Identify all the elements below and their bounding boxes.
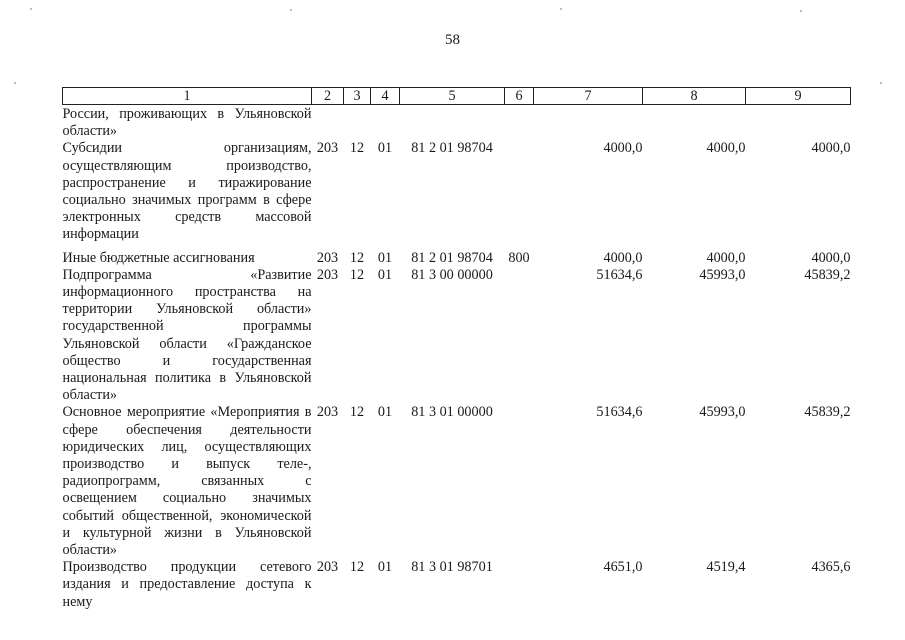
column-header-8: 8 [643,88,746,105]
scan-speck [800,10,802,12]
cell-admin-code: 203 [316,559,339,576]
cell-admin-code: 203 [316,249,339,266]
cell-target-article [400,105,505,141]
cell-amount-year1: 4000,0 [603,249,643,266]
cell-amount-year3 [746,105,851,141]
cell-expense-type [505,267,534,405]
row-name: России, проживающих в Ульяновской области» [62,106,312,140]
table-row [63,404,851,559]
table-row [63,244,851,267]
cell-amount-year2: 4000,0 [706,249,746,266]
cell-target-article: 81 3 01 98701 [411,559,493,576]
cell-target-article: 81 2 01 98704 [411,140,493,157]
cell-target-article: 81 3 00 00000 [411,266,493,283]
cell-expense-type [505,404,534,559]
cell-amount-year3: 45839,2 [804,404,851,421]
cell-amount-year3: 4365,6 [811,559,851,576]
row-name: Субсидии организациям, осуществляющим производство, распространение и тиражирование социально значимых программ в сфере электронных средств массовой информации [62,140,312,243]
table-header-row [63,88,851,105]
cell-admin-code [312,105,344,141]
scan-speck [14,82,16,84]
column-header-1: 1 [63,88,312,105]
cell-admin-code: 203 [316,404,339,421]
cell-amount-year2: 45993,0 [699,404,746,421]
column-header-7: 7 [534,88,643,105]
cell-subsection: 01 [377,404,393,421]
scan-speck [290,9,292,11]
cell-subsection: 01 [377,559,393,576]
cell-amount-year2: 4519,4 [706,559,746,576]
cell-expense-type [505,140,534,243]
cell-amount-year1: 4000,0 [603,140,643,157]
cell-subsection: 01 [377,249,393,266]
page-number: 58 [445,32,460,48]
table-row [63,267,851,405]
row-name: Подпрограмма «Развитие информационного пространства на территории Ульяновской области» государственной программы Ульяновской области «Гражданское общество и государственная национальная политика в Ульяновской области» [62,266,312,404]
cell-section: 12 [349,266,365,283]
cell-section [344,105,371,141]
row-name: Основное мероприятие «Мероприятия в сфере обеспечения деятельности юридических лиц, осуществляющих производство и выпуск теле-, радиопрограмм, связанных с освещением социально значимых событий общественной, экономической и культурной жизни в Ульяновской области» [62,404,312,559]
cell-target-article: 81 2 01 98704 [411,249,493,266]
column-header-2: 2 [312,88,344,105]
cell-subsection: 01 [377,266,393,283]
cell-amount-year2: 45993,0 [699,266,746,283]
column-header-5: 5 [400,88,505,105]
cell-amount-year3: 4000,0 [811,140,851,157]
cell-section: 12 [349,404,365,421]
cell-target-article: 81 3 01 00000 [411,404,493,421]
cell-amount-year1: 51634,6 [596,404,643,421]
cell-expense-type: 800 [508,249,530,266]
cell-section: 12 [349,140,365,157]
cell-amount-year1: 4651,0 [603,559,643,576]
cell-expense-type [505,105,534,141]
cell-amount-year2 [643,105,746,141]
scan-speck [30,8,32,10]
cell-expense-type [505,559,534,611]
column-header-9: 9 [746,88,851,105]
cell-amount-year1 [534,105,643,141]
cell-admin-code: 203 [316,266,339,283]
cell-admin-code: 203 [316,140,339,157]
row-name: Иные бюджетные ассигнования [62,249,255,266]
column-header-3: 3 [344,88,371,105]
budget-table [62,87,851,611]
cell-amount-year3: 45839,2 [804,266,851,283]
scan-speck [560,8,562,10]
cell-section: 12 [349,249,365,266]
column-header-4: 4 [371,88,400,105]
cell-subsection: 01 [377,140,393,157]
cell-section: 12 [349,559,365,576]
cell-subsection [371,105,400,141]
cell-amount-year1: 51634,6 [596,266,643,283]
table-row [63,105,851,141]
column-header-6: 6 [505,88,534,105]
scan-speck [880,82,882,84]
cell-amount-year2: 4000,0 [706,140,746,157]
table-row [63,140,851,243]
table-row [63,559,851,611]
row-name: Производство продукции сетевого издания и предоставление доступа к нему [62,559,312,610]
cell-amount-year3: 4000,0 [811,249,851,266]
